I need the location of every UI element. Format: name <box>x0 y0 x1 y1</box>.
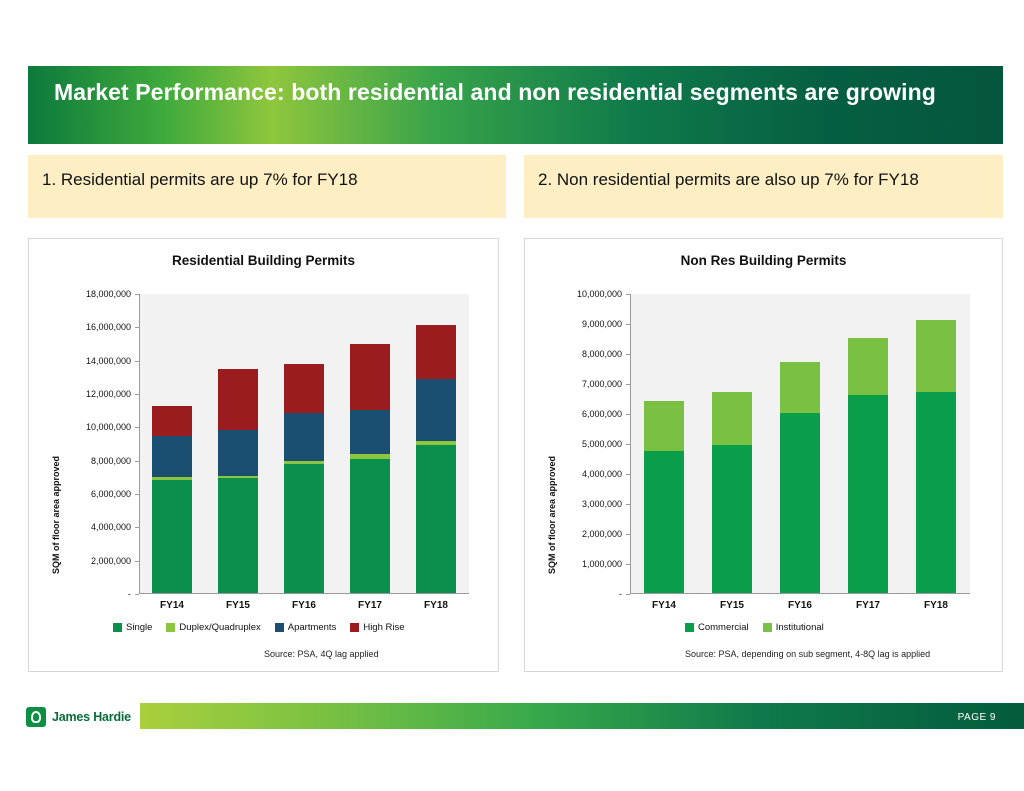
y-axis-tick-mark <box>135 527 139 528</box>
y-axis-tick-mark <box>626 354 630 355</box>
bar-segment <box>218 369 259 430</box>
bar-segment <box>284 364 325 413</box>
y-axis-tick-mark <box>626 444 630 445</box>
y-axis-tick-label: 2,000,000 <box>90 555 131 566</box>
y-axis-tick-label: 16,000,000 <box>85 322 131 333</box>
y-axis-tick-mark <box>135 461 139 462</box>
y-axis-line <box>139 294 140 594</box>
bar-segment <box>416 445 457 593</box>
y-axis-title-non-residential: SQM of floor area approved <box>547 455 557 574</box>
legend-label: Duplex/Quadruplex <box>179 622 261 633</box>
brand-name: James Hardie <box>52 710 131 724</box>
source-note-residential: Source: PSA, 4Q lag applied <box>264 649 379 659</box>
x-axis-tick-label: FY16 <box>292 600 316 611</box>
bar-column <box>152 406 193 593</box>
y-axis-tick-mark <box>135 361 139 362</box>
bar-segment <box>152 477 193 480</box>
legend-swatch <box>685 623 694 632</box>
bar-segment <box>416 441 457 445</box>
y-axis-tick-label: 5,000,000 <box>581 439 622 449</box>
y-axis-tick-label: 8,000,000 <box>90 455 131 466</box>
bar-column <box>712 392 753 593</box>
x-axis-tick-label: FY18 <box>924 600 948 611</box>
y-axis-tick-mark <box>626 534 630 535</box>
y-axis-tick-label: - <box>619 589 622 599</box>
bar-column <box>416 325 457 593</box>
bar-segment <box>780 362 821 413</box>
slide-title-bar <box>28 66 1003 144</box>
bar-segment <box>218 430 259 476</box>
y-axis-tick-mark <box>626 474 630 475</box>
chart-legend <box>685 622 838 633</box>
y-axis-tick-mark <box>626 294 630 295</box>
y-axis-tick-mark <box>135 427 139 428</box>
callout-residential <box>28 155 506 218</box>
plot-residential <box>139 294 469 594</box>
y-axis-tick-label: 18,000,000 <box>85 289 131 299</box>
legend-swatch <box>763 623 772 632</box>
y-axis-tick-mark <box>626 324 630 325</box>
y-axis-tick-mark <box>626 504 630 505</box>
y-axis-tick-label: 14,000,000 <box>85 355 131 366</box>
legend-swatch <box>350 623 359 632</box>
y-axis-tick-mark <box>135 494 139 495</box>
plot-non-residential <box>630 294 970 594</box>
bar-segment <box>780 413 821 593</box>
bar-segment <box>350 454 391 459</box>
chart-panel-non-residential <box>524 238 1003 672</box>
x-axis-tick-label: FY18 <box>424 600 448 611</box>
y-axis-tick-label: 2,000,000 <box>581 529 622 539</box>
bar-column <box>916 320 957 593</box>
bar-segment <box>284 413 325 461</box>
bar-column <box>284 364 325 593</box>
y-axis-tick-label: 9,000,000 <box>581 319 622 329</box>
legend-label: Single <box>126 622 153 633</box>
legend-label: Institutional <box>775 622 824 633</box>
y-axis-title-residential: SQM of floor area approved <box>51 455 61 574</box>
bar-segment <box>416 325 457 379</box>
bar-segment <box>284 464 325 593</box>
callout-residential-text: 1. Residential permits are up 7% for FY18 <box>42 170 358 189</box>
x-axis-tick-label: FY16 <box>788 600 812 611</box>
bar-segment <box>644 401 685 451</box>
y-axis-tick-label: 12,000,000 <box>85 389 131 399</box>
legend-item <box>685 622 749 633</box>
x-axis-tick-label: FY15 <box>226 600 250 611</box>
legend-item <box>763 622 824 633</box>
legend-swatch <box>113 623 122 632</box>
bar-segment <box>350 344 391 410</box>
callout-non-residential-text: 2. Non residential permits are also up 7% for FY18 <box>538 170 919 189</box>
legend-label: Commercial <box>698 622 749 633</box>
y-axis-tick-label: 6,000,000 <box>90 489 131 499</box>
bar-segment <box>712 445 753 594</box>
chart-title-non-residential: Non Res Building Permits <box>680 253 847 268</box>
source-note-non-residential: Source: PSA, depending on sub segment, 4-8Q lag is applied <box>685 649 931 659</box>
y-axis-tick-label: 4,000,000 <box>581 469 622 479</box>
y-axis-tick-label: - <box>128 589 131 599</box>
bar-segment <box>916 320 957 392</box>
legend-item <box>113 622 152 633</box>
legend-item <box>275 622 337 633</box>
y-axis-line <box>630 294 631 594</box>
page-number: PAGE 9 <box>957 712 996 723</box>
y-axis-tick-label: 7,000,000 <box>581 379 622 389</box>
y-axis-tick-mark <box>626 414 630 415</box>
x-axis-line <box>630 593 970 594</box>
x-axis-tick-label: FY17 <box>358 600 382 611</box>
chart-title-residential: Residential Building Permits <box>171 253 356 268</box>
bar-segment <box>916 392 957 593</box>
bar-segment <box>848 395 889 593</box>
bar-column <box>350 344 391 593</box>
y-axis-tick-label: 4,000,000 <box>90 522 131 533</box>
bar-column <box>780 362 821 593</box>
james-hardie-logo-icon <box>26 707 46 727</box>
bar-segment <box>350 410 391 454</box>
x-axis-tick-label: FY17 <box>856 600 880 611</box>
bar-segment <box>350 459 391 593</box>
bar-column <box>218 369 259 593</box>
bar-segment <box>152 480 193 593</box>
bar-segment <box>284 461 325 464</box>
legend-label: High Rise <box>363 622 405 633</box>
bar-segment <box>416 379 457 441</box>
legend-item <box>166 622 260 633</box>
chart-panel-residential <box>28 238 499 672</box>
y-axis-tick-label: 10,000,000 <box>576 289 622 299</box>
legend-item <box>350 622 404 633</box>
y-axis-tick-mark <box>626 564 630 565</box>
bar-segment <box>218 478 259 593</box>
legend-label: Apartments <box>287 622 337 633</box>
bar-segment <box>848 338 889 395</box>
bar-column <box>644 401 685 593</box>
y-axis-tick-mark <box>135 294 139 295</box>
callout-non-residential <box>524 155 1003 218</box>
bar-segment <box>218 476 259 479</box>
x-axis-line <box>139 593 469 594</box>
bar-segment <box>644 451 685 594</box>
bar-segment <box>712 392 753 445</box>
legend-swatch <box>275 623 284 632</box>
legend-swatch <box>166 623 175 632</box>
chart-legend <box>113 622 419 633</box>
bar-segment <box>152 406 193 435</box>
y-axis-tick-label: 1,000,000 <box>581 559 622 569</box>
y-axis-tick-label: 8,000,000 <box>581 349 622 359</box>
y-axis-tick-mark <box>135 394 139 395</box>
y-axis-tick-mark <box>135 327 139 328</box>
y-axis-tick-label: 6,000,000 <box>581 409 622 419</box>
y-axis-tick-label: 10,000,000 <box>85 422 131 433</box>
y-axis-tick-mark <box>626 594 630 595</box>
page-title: Market Performance: both residential and non residential segments are growing <box>54 79 936 105</box>
brand-logo <box>26 707 131 727</box>
y-axis-tick-mark <box>135 561 139 562</box>
x-axis-tick-label: FY15 <box>720 600 744 611</box>
bar-segment <box>152 436 193 478</box>
footer-gradient <box>140 703 1024 729</box>
bar-column <box>848 338 889 593</box>
x-axis-tick-label: FY14 <box>160 600 184 611</box>
y-axis-tick-label: 3,000,000 <box>581 499 622 509</box>
y-axis-tick-mark <box>135 594 139 595</box>
y-axis-tick-mark <box>626 384 630 385</box>
x-axis-tick-label: FY14 <box>652 600 676 611</box>
